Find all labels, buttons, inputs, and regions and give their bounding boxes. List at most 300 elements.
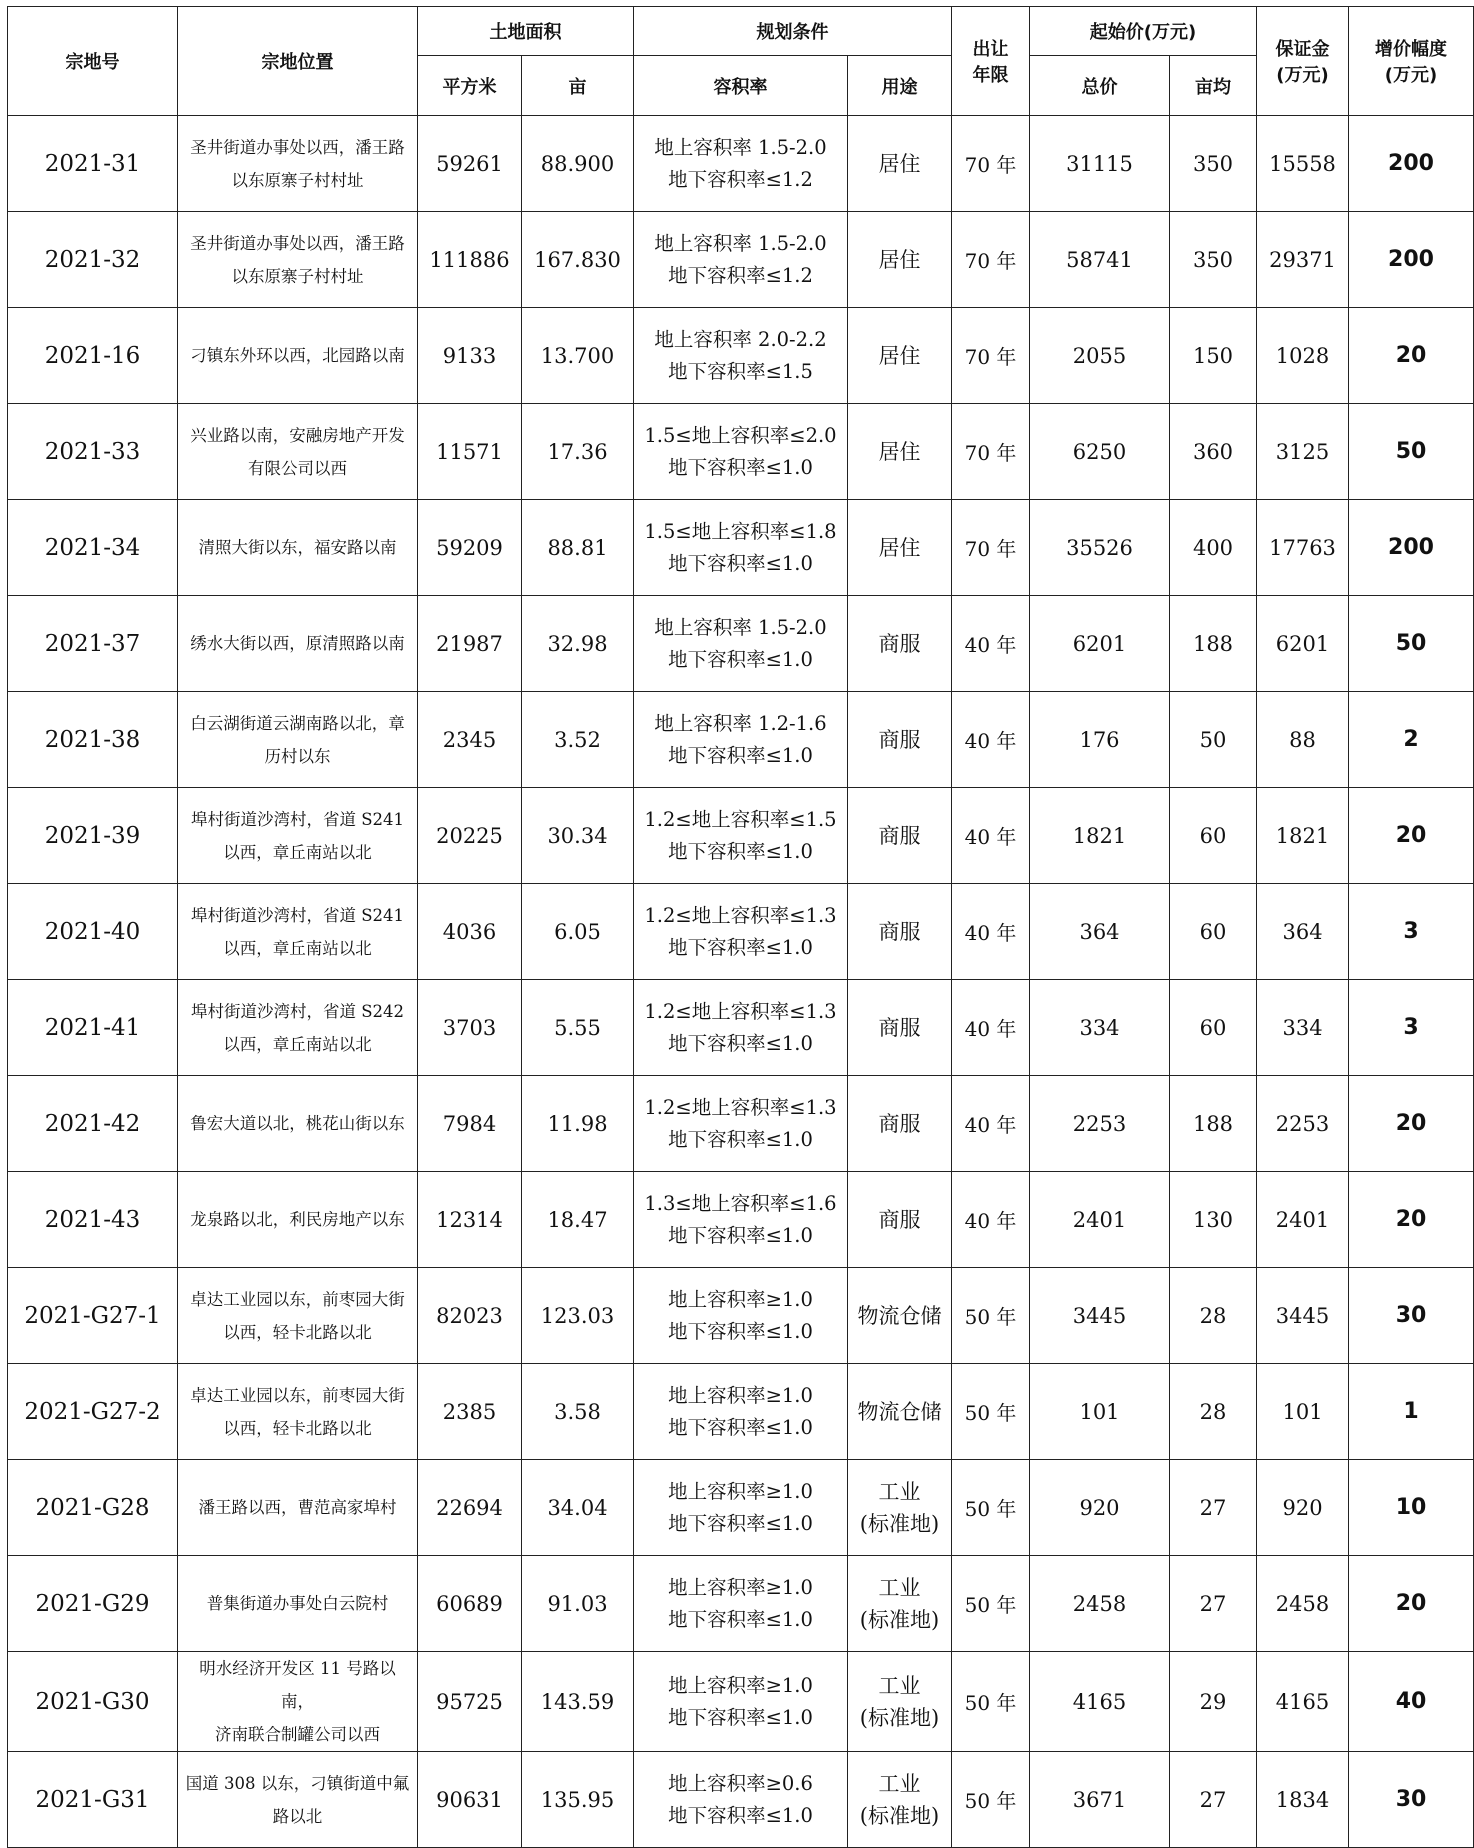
price-increment: 2 — [1349, 692, 1474, 788]
header-deposit — [1257, 7, 1349, 116]
parcel-location-line1: 圣井街道办事处以西，潘王路 — [190, 233, 405, 253]
deposit: 2401 — [1257, 1172, 1349, 1268]
table-row — [8, 1268, 1474, 1364]
start-price-per-mu: 360 — [1170, 404, 1257, 500]
floor-area-ratio-line2: 地下容积率≤1.0 — [668, 1319, 813, 1343]
land-use: 商服 — [848, 692, 952, 788]
lease-term: 70 年 — [952, 116, 1030, 212]
floor-area-ratio-line2: 地下容积率≤1.0 — [668, 1705, 813, 1729]
parcel-location — [178, 980, 418, 1076]
lease-term: 50 年 — [952, 1752, 1030, 1848]
parcel-location — [178, 1364, 418, 1460]
start-price-total: 6201 — [1030, 596, 1170, 692]
lease-term: 40 年 — [952, 596, 1030, 692]
parcel-location-line2: 以西，章丘南站以北 — [223, 842, 372, 862]
parcel-location-line1: 卓达工业园以东，前枣园大街 — [190, 1385, 405, 1405]
price-increment: 3 — [1349, 884, 1474, 980]
parcel-location-line1: 清照大街以东，福安路以南 — [198, 538, 397, 557]
table-row — [8, 596, 1474, 692]
price-increment: 20 — [1349, 1076, 1474, 1172]
table-row — [8, 404, 1474, 500]
floor-area-ratio-line1: 地上容积率≥1.0 — [668, 1575, 813, 1599]
floor-area-ratio-line1: 地上容积率 1.5-2.0 — [654, 615, 827, 639]
start-price-per-mu: 27 — [1170, 1752, 1257, 1848]
parcel-location-line1: 龙泉路以北，利民房地产以东 — [190, 1210, 405, 1229]
parcel-location-line1: 鲁宏大道以北，桃花山街以东 — [190, 1114, 405, 1133]
table-row — [8, 308, 1474, 404]
lease-term: 50 年 — [952, 1364, 1030, 1460]
parcel-location — [178, 1556, 418, 1652]
land-parcel-table — [7, 6, 1474, 1848]
floor-area-ratio-line2: 地下容积率≤1.0 — [668, 551, 813, 575]
floor-area-ratio — [634, 1076, 848, 1172]
land-use: 物流仓储 — [848, 1364, 952, 1460]
start-price-total: 334 — [1030, 980, 1170, 1076]
parcel-location — [178, 1076, 418, 1172]
parcel-location-line2: 以西，轻卡北路以北 — [223, 1322, 372, 1342]
land-use — [848, 1556, 952, 1652]
floor-area-ratio-line1: 地上容积率≥1.0 — [668, 1479, 813, 1503]
start-price-total: 3445 — [1030, 1268, 1170, 1364]
start-price-total: 101 — [1030, 1364, 1170, 1460]
land-use-line1: 工业 — [878, 1673, 921, 1698]
floor-area-ratio — [634, 1268, 848, 1364]
parcel-location — [178, 1752, 418, 1848]
area-sqm: 82023 — [418, 1268, 522, 1364]
parcel-location-line1: 圣井街道办事处以西，潘王路 — [190, 137, 405, 157]
deposit: 3125 — [1257, 404, 1349, 500]
deposit: 1834 — [1257, 1752, 1349, 1848]
floor-area-ratio-line1: 地上容积率≥1.0 — [668, 1673, 813, 1697]
deposit: 6201 — [1257, 596, 1349, 692]
floor-area-ratio — [634, 884, 848, 980]
lease-term: 40 年 — [952, 980, 1030, 1076]
floor-area-ratio-line1: 地上容积率 1.2-1.6 — [654, 711, 827, 735]
parcel-location-line1: 埠村街道沙湾村，省道 S241 — [190, 809, 405, 829]
floor-area-ratio — [634, 500, 848, 596]
floor-area-ratio-line1: 1.5≤地上容积率≤1.8 — [644, 519, 837, 543]
floor-area-ratio — [634, 980, 848, 1076]
price-increment: 10 — [1349, 1460, 1474, 1556]
start-price-per-mu: 28 — [1170, 1364, 1257, 1460]
parcel-location — [178, 404, 418, 500]
land-use: 居住 — [848, 212, 952, 308]
floor-area-ratio-line2: 地下容积率≤1.0 — [668, 1607, 813, 1631]
price-increment: 200 — [1349, 116, 1474, 212]
price-increment: 20 — [1349, 1172, 1474, 1268]
table-row — [8, 1652, 1474, 1752]
area-mu: 6.05 — [522, 884, 634, 980]
start-price-total: 920 — [1030, 1460, 1170, 1556]
floor-area-ratio-line1: 1.2≤地上容积率≤1.5 — [644, 807, 837, 831]
parcel-id: 2021-42 — [8, 1076, 178, 1172]
start-price-per-mu: 350 — [1170, 212, 1257, 308]
floor-area-ratio — [634, 692, 848, 788]
floor-area-ratio — [634, 212, 848, 308]
floor-area-ratio-line1: 地上容积率 1.5-2.0 — [654, 231, 827, 255]
parcel-id: 2021-40 — [8, 884, 178, 980]
start-price-total: 6250 — [1030, 404, 1170, 500]
start-price-total: 2458 — [1030, 1556, 1170, 1652]
parcel-location-line1: 埠村街道沙湾村，省道 S242 — [190, 1001, 405, 1021]
lease-term: 50 年 — [952, 1460, 1030, 1556]
floor-area-ratio-line1: 1.2≤地上容积率≤1.3 — [644, 999, 837, 1023]
area-sqm: 20225 — [418, 788, 522, 884]
header-deposit-line2: (万元) — [1276, 65, 1329, 86]
parcel-location-line1: 国道 308 以东，刁镇街道中氟 — [185, 1773, 410, 1793]
parcel-location-line1: 兴业路以南，安融房地产开发 — [190, 425, 405, 445]
parcel-id: 2021-16 — [8, 308, 178, 404]
parcel-id: 2021-G27-2 — [8, 1364, 178, 1460]
land-use: 商服 — [848, 1172, 952, 1268]
price-increment: 3 — [1349, 980, 1474, 1076]
area-sqm: 59261 — [418, 116, 522, 212]
floor-area-ratio-line2: 地下容积率≤1.0 — [668, 647, 813, 671]
floor-area-ratio-line2: 地下容积率≤1.5 — [668, 359, 813, 383]
start-price-total: 176 — [1030, 692, 1170, 788]
header-far: 容积率 — [634, 56, 848, 116]
parcel-id: 2021-43 — [8, 1172, 178, 1268]
land-use-line1: 工业 — [878, 1479, 921, 1504]
parcel-location-line1: 普集街道办事处白云院村 — [206, 1594, 389, 1613]
lease-term: 50 年 — [952, 1556, 1030, 1652]
area-mu: 88.900 — [522, 116, 634, 212]
land-use-line1: 工业 — [878, 1575, 921, 1600]
start-price-total: 364 — [1030, 884, 1170, 980]
floor-area-ratio-line1: 1.5≤地上容积率≤2.0 — [644, 423, 837, 447]
floor-area-ratio-line1: 地上容积率 2.0-2.2 — [654, 327, 827, 351]
deposit: 2458 — [1257, 1556, 1349, 1652]
parcel-location — [178, 116, 418, 212]
price-increment: 200 — [1349, 500, 1474, 596]
area-sqm: 95725 — [418, 1652, 522, 1752]
parcel-id: 2021-37 — [8, 596, 178, 692]
parcel-id: 2021-G27-1 — [8, 1268, 178, 1364]
floor-area-ratio — [634, 308, 848, 404]
start-price-total: 1821 — [1030, 788, 1170, 884]
floor-area-ratio-line1: 地上容积率 1.5-2.0 — [654, 135, 827, 159]
deposit: 15558 — [1257, 116, 1349, 212]
land-use: 物流仓储 — [848, 1268, 952, 1364]
area-sqm: 60689 — [418, 1556, 522, 1652]
parcel-id: 2021-38 — [8, 692, 178, 788]
parcel-location-line2: 有限公司以西 — [248, 458, 347, 478]
price-increment: 20 — [1349, 1556, 1474, 1652]
parcel-location-line2: 济南联合制罐公司以西 — [215, 1725, 380, 1744]
land-use-line2: (标准地) — [859, 1803, 940, 1828]
parcel-location — [178, 500, 418, 596]
price-increment: 200 — [1349, 212, 1474, 308]
area-sqm: 7984 — [418, 1076, 522, 1172]
header-sqm: 平方米 — [418, 56, 522, 116]
table-row — [8, 212, 1474, 308]
start-price-per-mu: 27 — [1170, 1460, 1257, 1556]
header-per-mu: 亩均 — [1170, 56, 1257, 116]
deposit: 3445 — [1257, 1268, 1349, 1364]
floor-area-ratio — [634, 596, 848, 692]
price-increment: 40 — [1349, 1652, 1474, 1752]
lease-term: 40 年 — [952, 1076, 1030, 1172]
area-mu: 135.95 — [522, 1752, 634, 1848]
lease-term: 40 年 — [952, 788, 1030, 884]
parcel-location — [178, 692, 418, 788]
floor-area-ratio-line1: 1.2≤地上容积率≤1.3 — [644, 903, 837, 927]
parcel-location-line1: 卓达工业园以东，前枣园大街 — [190, 1289, 405, 1309]
table-row — [8, 1172, 1474, 1268]
land-use — [848, 1752, 952, 1848]
land-use: 商服 — [848, 884, 952, 980]
parcel-location-line2: 以东原寨子村村址 — [231, 266, 364, 286]
lease-term: 70 年 — [952, 404, 1030, 500]
land-use-line1: 工业 — [878, 1771, 921, 1796]
land-use-line2: (标准地) — [859, 1705, 940, 1730]
start-price-total: 2253 — [1030, 1076, 1170, 1172]
parcel-id: 2021-39 — [8, 788, 178, 884]
floor-area-ratio-line2: 地下容积率≤1.0 — [668, 1031, 813, 1055]
deposit: 17763 — [1257, 500, 1349, 596]
area-mu: 3.52 — [522, 692, 634, 788]
start-price-per-mu: 188 — [1170, 1076, 1257, 1172]
area-mu: 18.47 — [522, 1172, 634, 1268]
parcel-location-line2: 以西，轻卡北路以北 — [223, 1418, 372, 1438]
area-sqm: 21987 — [418, 596, 522, 692]
header-term-line1: 出让 — [972, 39, 1009, 60]
land-use-line2: (标准地) — [859, 1511, 940, 1536]
lease-term: 40 年 — [952, 692, 1030, 788]
start-price-per-mu: 350 — [1170, 116, 1257, 212]
table-row — [8, 788, 1474, 884]
table-row — [8, 1076, 1474, 1172]
area-mu: 30.34 — [522, 788, 634, 884]
parcel-id: 2021-G29 — [8, 1556, 178, 1652]
parcel-location-line2: 以西，章丘南站以北 — [223, 938, 372, 958]
parcel-id: 2021-34 — [8, 500, 178, 596]
parcel-location-line1: 白云湖街道云湖南路以北，章 — [190, 713, 405, 733]
start-price-total: 4165 — [1030, 1652, 1170, 1752]
start-price-per-mu: 50 — [1170, 692, 1257, 788]
lease-term: 70 年 — [952, 308, 1030, 404]
table-row — [8, 1460, 1474, 1556]
start-price-per-mu: 60 — [1170, 884, 1257, 980]
start-price-total: 2401 — [1030, 1172, 1170, 1268]
deposit: 101 — [1257, 1364, 1349, 1460]
parcel-location — [178, 1652, 418, 1752]
floor-area-ratio-line2: 地下容积率≤1.0 — [668, 935, 813, 959]
parcel-location — [178, 1268, 418, 1364]
floor-area-ratio — [634, 116, 848, 212]
floor-area-ratio — [634, 1172, 848, 1268]
start-price-per-mu: 60 — [1170, 788, 1257, 884]
floor-area-ratio — [634, 1752, 848, 1848]
header-mu: 亩 — [522, 56, 634, 116]
area-sqm: 9133 — [418, 308, 522, 404]
floor-area-ratio — [634, 1460, 848, 1556]
parcel-location-line1: 明水经济开发区 11 号路以南， — [199, 1659, 396, 1711]
lease-term: 40 年 — [952, 1172, 1030, 1268]
deposit: 2253 — [1257, 1076, 1349, 1172]
land-use — [848, 1652, 952, 1752]
area-mu: 13.700 — [522, 308, 634, 404]
area-sqm: 3703 — [418, 980, 522, 1076]
area-sqm: 11571 — [418, 404, 522, 500]
floor-area-ratio-line2: 地下容积率≤1.2 — [668, 263, 813, 287]
start-price-total: 31115 — [1030, 116, 1170, 212]
area-mu: 143.59 — [522, 1652, 634, 1752]
price-increment: 30 — [1349, 1752, 1474, 1848]
header-deposit-line1: 保证金 — [1275, 39, 1330, 60]
area-mu: 167.830 — [522, 212, 634, 308]
header-term-line2: 年限 — [972, 65, 1009, 86]
floor-area-ratio-line2: 地下容积率≤1.0 — [668, 1511, 813, 1535]
area-sqm: 4036 — [418, 884, 522, 980]
land-use: 商服 — [848, 788, 952, 884]
area-sqm: 12314 — [418, 1172, 522, 1268]
header-start-price: 起始价(万元) — [1030, 7, 1257, 56]
start-price-per-mu: 400 — [1170, 500, 1257, 596]
land-use: 商服 — [848, 596, 952, 692]
floor-area-ratio-line2: 地下容积率≤1.0 — [668, 1415, 813, 1439]
parcel-location-line1: 刁镇东外环以西，北园路以南 — [190, 346, 405, 365]
land-use: 居住 — [848, 116, 952, 212]
header-land-area: 土地面积 — [418, 7, 634, 56]
area-mu: 11.98 — [522, 1076, 634, 1172]
parcel-location-line2: 以东原寨子村村址 — [231, 170, 364, 190]
deposit: 334 — [1257, 980, 1349, 1076]
floor-area-ratio-line1: 1.2≤地上容积率≤1.3 — [644, 1095, 837, 1119]
lease-term: 50 年 — [952, 1652, 1030, 1752]
price-increment: 1 — [1349, 1364, 1474, 1460]
parcel-location-line2: 历村以东 — [264, 746, 331, 766]
header-term — [952, 7, 1030, 116]
table-row — [8, 692, 1474, 788]
table-row — [8, 116, 1474, 212]
start-price-per-mu: 188 — [1170, 596, 1257, 692]
floor-area-ratio — [634, 1652, 848, 1752]
header-total: 总价 — [1030, 56, 1170, 116]
deposit: 364 — [1257, 884, 1349, 980]
start-price-per-mu: 60 — [1170, 980, 1257, 1076]
land-use: 居住 — [848, 308, 952, 404]
land-use: 居住 — [848, 500, 952, 596]
land-use: 商服 — [848, 980, 952, 1076]
parcel-location-line2: 以西，章丘南站以北 — [223, 1034, 372, 1054]
floor-area-ratio — [634, 788, 848, 884]
parcel-location — [178, 1172, 418, 1268]
floor-area-ratio-line1: 地上容积率≥1.0 — [668, 1287, 813, 1311]
lease-term: 70 年 — [952, 500, 1030, 596]
parcel-id: 2021-41 — [8, 980, 178, 1076]
land-use-line2: (标准地) — [859, 1607, 940, 1632]
start-price-per-mu: 29 — [1170, 1652, 1257, 1752]
floor-area-ratio-line1: 地上容积率≥1.0 — [668, 1383, 813, 1407]
header-increment-line1: 增价幅度 — [1375, 39, 1448, 60]
start-price-per-mu: 28 — [1170, 1268, 1257, 1364]
deposit: 4165 — [1257, 1652, 1349, 1752]
header-increment-line2: (万元) — [1384, 65, 1438, 86]
area-mu: 88.81 — [522, 500, 634, 596]
parcel-location — [178, 308, 418, 404]
land-use: 居住 — [848, 404, 952, 500]
parcel-location-line1: 潘王路以西，曹范高家埠村 — [198, 1498, 397, 1517]
start-price-per-mu: 130 — [1170, 1172, 1257, 1268]
parcel-location-line2: 路以北 — [272, 1806, 323, 1826]
floor-area-ratio-line1: 1.3≤地上容积率≤1.6 — [644, 1191, 837, 1215]
area-mu: 123.03 — [522, 1268, 634, 1364]
deposit: 920 — [1257, 1460, 1349, 1556]
table-row — [8, 1556, 1474, 1652]
floor-area-ratio-line2: 地下容积率≤1.0 — [668, 743, 813, 767]
floor-area-ratio-line2: 地下容积率≤1.0 — [668, 1803, 813, 1827]
land-use — [848, 1460, 952, 1556]
floor-area-ratio-line2: 地下容积率≤1.2 — [668, 167, 813, 191]
floor-area-ratio-line2: 地下容积率≤1.0 — [668, 455, 813, 479]
floor-area-ratio-line2: 地下容积率≤1.0 — [668, 839, 813, 863]
table-row — [8, 1752, 1474, 1848]
header-use: 用途 — [848, 56, 952, 116]
area-mu: 34.04 — [522, 1460, 634, 1556]
parcel-location — [178, 212, 418, 308]
area-mu: 3.58 — [522, 1364, 634, 1460]
area-mu: 32.98 — [522, 596, 634, 692]
parcel-location — [178, 884, 418, 980]
header-planning: 规划条件 — [634, 7, 952, 56]
parcel-id: 2021-32 — [8, 212, 178, 308]
floor-area-ratio — [634, 404, 848, 500]
start-price-total: 3671 — [1030, 1752, 1170, 1848]
header-location: 宗地位置 — [178, 7, 418, 116]
table-row — [8, 980, 1474, 1076]
deposit: 1821 — [1257, 788, 1349, 884]
start-price-per-mu: 150 — [1170, 308, 1257, 404]
header-increment — [1349, 7, 1474, 116]
parcel-id: 2021-G30 — [8, 1652, 178, 1752]
area-sqm: 111886 — [418, 212, 522, 308]
parcel-location-line1: 绣水大街以西，原清照路以南 — [190, 634, 405, 653]
parcel-location — [178, 788, 418, 884]
area-sqm: 90631 — [418, 1752, 522, 1848]
table-row — [8, 884, 1474, 980]
parcel-location — [178, 1460, 418, 1556]
lease-term: 70 年 — [952, 212, 1030, 308]
start-price-per-mu: 27 — [1170, 1556, 1257, 1652]
deposit: 88 — [1257, 692, 1349, 788]
parcel-location — [178, 596, 418, 692]
start-price-total: 58741 — [1030, 212, 1170, 308]
area-mu: 17.36 — [522, 404, 634, 500]
parcel-id: 2021-31 — [8, 116, 178, 212]
area-sqm: 22694 — [418, 1460, 522, 1556]
price-increment: 50 — [1349, 596, 1474, 692]
deposit: 1028 — [1257, 308, 1349, 404]
parcel-location-line1: 埠村街道沙湾村，省道 S241 — [190, 905, 405, 925]
floor-area-ratio — [634, 1556, 848, 1652]
parcel-id: 2021-G31 — [8, 1752, 178, 1848]
floor-area-ratio-line2: 地下容积率≤1.0 — [668, 1223, 813, 1247]
start-price-total: 2055 — [1030, 308, 1170, 404]
area-sqm: 2385 — [418, 1364, 522, 1460]
parcel-id: 2021-33 — [8, 404, 178, 500]
land-use: 商服 — [848, 1076, 952, 1172]
area-mu: 5.55 — [522, 980, 634, 1076]
price-increment: 20 — [1349, 308, 1474, 404]
lease-term: 40 年 — [952, 884, 1030, 980]
table-row — [8, 1364, 1474, 1460]
price-increment: 50 — [1349, 404, 1474, 500]
area-mu: 91.03 — [522, 1556, 634, 1652]
floor-area-ratio — [634, 1364, 848, 1460]
parcel-id: 2021-G28 — [8, 1460, 178, 1556]
floor-area-ratio-line2: 地下容积率≤1.0 — [668, 1127, 813, 1151]
